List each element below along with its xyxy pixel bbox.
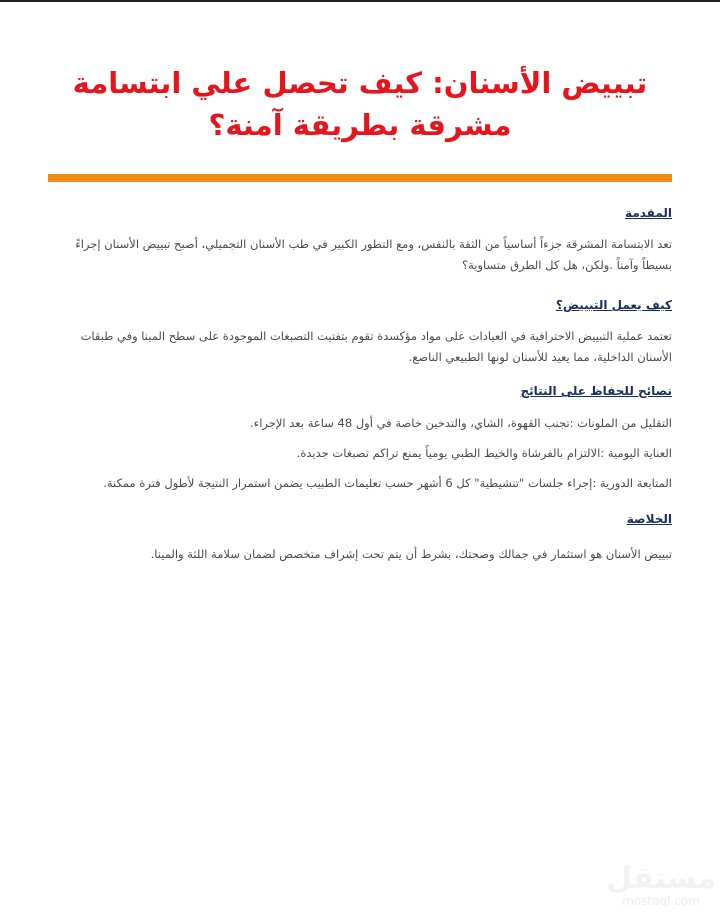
watermark-latin: mostaql.com (622, 894, 700, 908)
section-heading-tips: نصائح للحفاظ على النتائج (520, 384, 672, 398)
section-heading-intro: المقدمة (625, 206, 672, 220)
watermark-logo (606, 862, 716, 908)
tip-item: المتابعة الدورية :إجراء جلسات "تنشيطية" كل 6 أشهر حسب تعليمات الطبيب يضمن استمرار النتيجة لأطول فترة ممكنة. (103, 476, 672, 490)
section-text-conclusion: تبييض الأسنان هو استثمار في جمالك وصحتك، بشرط أن يتم تحت إشراف متخصص لضمان سلامة اللثة والمينا. (150, 547, 672, 561)
title-divider (48, 174, 672, 182)
document-title: تبييض الأسنان: كيف تحصل علي ابتسامة مشرقة بطريقة آمنة؟ (72, 66, 648, 142)
section-heading-how: كيف يعمل التبييض؟ (555, 298, 672, 312)
section-text-how: تعتمد عملية التبييض الاحترافية في العيادات على مواد مؤكسدة تقوم بتفتيت التصبغات الموجودة على سطح المينا وفي طبقات الأسنان الداخلية، مما يعيد للأسنان لونها الطبيعي الناصع. (80, 329, 672, 364)
section-heading-conclusion: الخلاصة (626, 512, 672, 526)
tip-item: العناية اليومية :الالتزام بالفرشاة والخيط الطبي يومياً يمنع تراكم تصبغات جديدة. (296, 446, 672, 460)
watermark-arabic: مستقل (606, 861, 716, 896)
section-text-intro: تعد الابتسامة المشرقة جزءاً أساسياً من الثقة بالنفس، ومع التطور الكبير في طب الأسنان التجميلي، أصبح تبييض الأسنان إجراءً بسيطاً وآمناً .ولكن، هل كل الطرق متساوية؟ (75, 237, 672, 272)
document-page (48, 0, 672, 565)
tip-item: التقليل من الملونات :تجنب القهوة، الشاي، والتدخين خاصة في أول 48 ساعة بعد الإجراء. (250, 416, 672, 430)
